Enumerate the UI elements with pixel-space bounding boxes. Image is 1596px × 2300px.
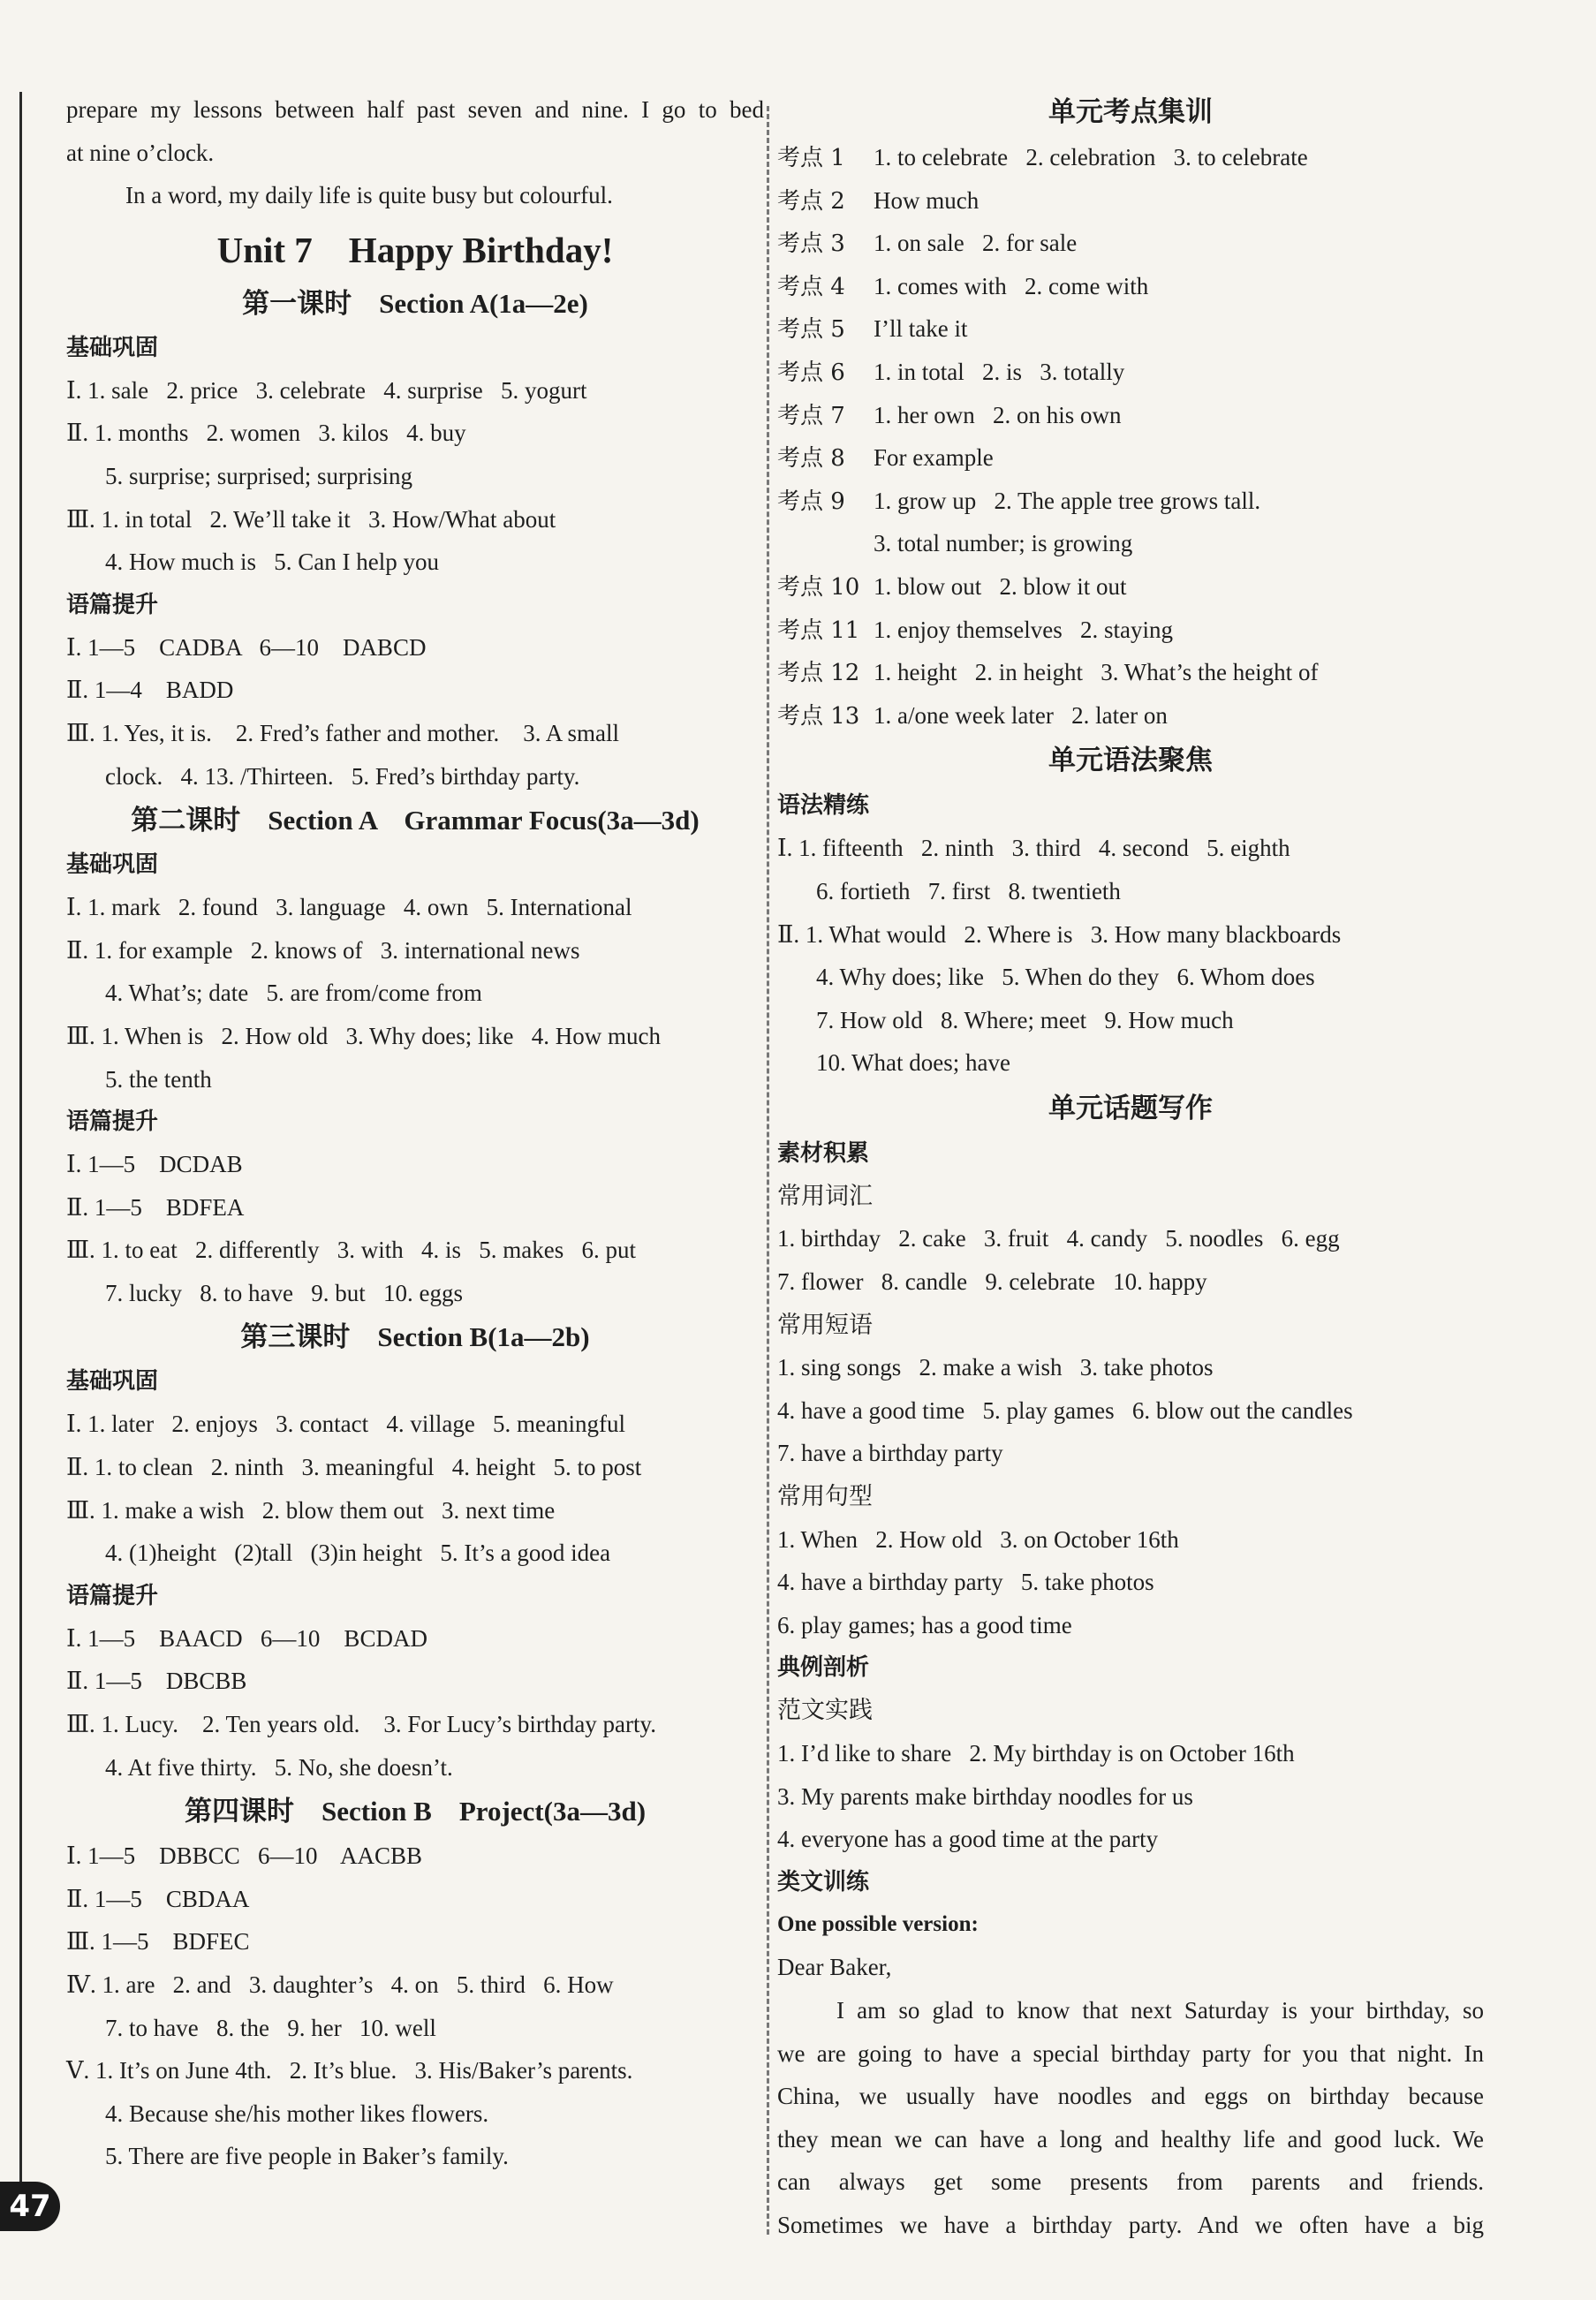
kaodian-label: 考点 3 — [777, 231, 845, 258]
possible-version: One possible version: — [777, 1911, 979, 1936]
label-phrases: 常用短语 — [777, 1311, 873, 1338]
kaodian-text: 1. a/one week later 2. later on — [874, 701, 1168, 729]
sentence-line: 6. play games; has a good time — [777, 1611, 1072, 1638]
subhead-jichu: 基础巩固 — [66, 334, 159, 361]
grammar-line: 10. What does; have — [816, 1049, 1010, 1077]
lesson-title: 第四课时 Section B Project(3a—3d) — [184, 1796, 647, 1827]
kaodian-text: 1. in total 2. is 3. totally — [874, 358, 1125, 385]
kaodian-text: For example — [874, 444, 994, 472]
answer-line: 5. surprise; surprised; surprising — [105, 462, 412, 489]
left-margin-rule — [19, 92, 22, 2212]
kaodian-row — [777, 394, 1484, 437]
kaodian-row — [777, 351, 1484, 394]
section-title-grammar: 单元语法聚焦 — [1048, 745, 1213, 777]
subhead-yupian: 语篇提升 — [66, 1108, 159, 1136]
page-number: 47 — [0, 2182, 60, 2231]
kaodian-label: 考点 7 — [777, 402, 845, 429]
intro-line: prepare my lessons between half past seven and nine. I go to bed — [66, 96, 764, 123]
answer-line: Ⅱ. 1. for example 2. knows of 3. international news — [66, 936, 580, 964]
right-column — [777, 88, 1484, 2247]
label-vocab: 常用词汇 — [777, 1182, 873, 1209]
kaodian-row — [777, 436, 1484, 480]
grammar-line: 4. Why does; like 5. When do they 6. Whom does — [816, 964, 1315, 991]
subhead-grammar: 语法精练 — [777, 792, 870, 820]
answer-line: Ⅱ. 1. to clean 2. ninth 3. meaningful 4. height 5. to post — [66, 1454, 642, 1481]
kaodian-text: 1. enjoy themselves 2. staying — [874, 616, 1173, 643]
answer-line: Ⅲ. 1. in total 2. We’ll take it 3. How/What about — [66, 505, 556, 533]
answer-line: 4. At five thirty. 5. No, she doesn’t. — [105, 1753, 453, 1781]
answer-line: Ⅱ. 1—5 BDFEA — [66, 1193, 245, 1221]
answer-line: Ⅲ. 1—5 BDFEC — [66, 1928, 250, 1956]
answer-line: Ⅴ. 1. It’s on June 4th. 2. It’s blue. 3. His/Baker’s parents. — [66, 2057, 633, 2084]
kaodian-label: 考点 10 — [777, 573, 860, 601]
column-divider — [767, 106, 769, 2235]
kaodian-text: 1. her own 2. on his own — [874, 401, 1122, 428]
kaodian-label: 考点 4 — [777, 273, 845, 300]
answer-line: 7. to have 8. the 9. her 10. well — [105, 2014, 436, 2041]
answer-line: Ⅲ. 1. Lucy. 2. Ten years old. 3. For Lucy’s birthday party. — [66, 1711, 657, 1738]
subhead-yupian: 语篇提升 — [66, 591, 159, 618]
kaodian-text: 1. blow out 2. blow it out — [874, 572, 1127, 600]
kaodian-row — [777, 179, 1484, 223]
answer-line: 7. lucky 8. to have 9. but 10. eggs — [105, 1279, 463, 1306]
sentence-line: 1. When 2. How old 3. on October 16th — [777, 1525, 1179, 1553]
subhead-jichu: 基础巩固 — [66, 1368, 159, 1396]
unit-title: Unit 7 Happy Birthday! — [216, 229, 614, 270]
fanwen-line: 1. I’d like to share 2. My birthday is on October 16th — [777, 1740, 1295, 1767]
answer-line: Ⅰ. 1—5 DCDAB — [66, 1151, 243, 1178]
answer-line: Ⅰ. 1. sale 2. price 3. celebrate 4. surprise 5. yogurt — [66, 376, 587, 404]
kaodian-label: 考点 11 — [777, 617, 860, 644]
kaodian-row — [777, 694, 1484, 738]
letter-line: I am so glad to know that next Saturday is your birthday, so — [836, 1996, 1484, 2024]
answer-line: Ⅱ. 1—5 CBDAA — [66, 1885, 250, 1912]
answer-line: Ⅱ. 1. months 2. women 3. kilos 4. buy — [66, 420, 466, 447]
kaodian-label: 考点 13 — [777, 702, 860, 730]
grammar-line: Ⅰ. 1. fifteenth 2. ninth 3. third 4. second 5. eighth — [777, 835, 1290, 862]
phrase-line: 4. have a good time 5. play games 6. blow out the candles — [777, 1396, 1353, 1424]
vocab-line: 7. flower 8. candle 9. celebrate 10. happy — [777, 1268, 1207, 1296]
kaodian-text: 3. total number; is growing — [874, 530, 1133, 557]
letter-line: can always get some presents from parents and friends. — [777, 2168, 1484, 2196]
intro-line: at nine o’clock. — [66, 139, 215, 166]
answer-line: Ⅲ. 1. When is 2. How old 3. Why does; like 4. How much — [66, 1022, 661, 1049]
answer-line: 4. How much is 5. Can I help you — [105, 549, 439, 576]
kaodian-text: 1. to celebrate 2. celebration 3. to celebrate — [874, 144, 1308, 170]
kaodian-row — [777, 307, 1484, 351]
kaodian-row — [777, 651, 1484, 694]
label-sentences: 常用句型 — [777, 1483, 873, 1510]
kaodian-text: 1. comes with 2. come with — [874, 272, 1149, 299]
kaodian-row — [777, 565, 1484, 609]
answer-line: Ⅰ. 1. later 2. enjoys 3. contact 4. village 5. meaningful — [66, 1411, 626, 1438]
answer-line: Ⅰ. 1. mark 2. found 3. language 4. own 5. International — [66, 894, 632, 921]
section-title-writing: 单元话题写作 — [1048, 1092, 1213, 1124]
kaodian-row — [777, 609, 1484, 652]
answer-line: 5. There are five people in Baker’s family. — [105, 2143, 509, 2170]
kaodian-row — [777, 265, 1484, 308]
answer-line: 4. Because she/his mother likes flowers. — [105, 2100, 489, 2127]
lesson-title: 第二课时 Section A Grammar Focus(3a—3d) — [131, 805, 700, 836]
kaodian-row — [777, 480, 1484, 523]
answer-line: Ⅰ. 1—5 DBBCC 6—10 AACBB — [66, 1842, 422, 1870]
lesson-title: 第三课时 Section B(1a—2b) — [240, 1321, 590, 1353]
answer-line: Ⅳ. 1. are 2. and 3. daughter’s 4. on 5. third 6. How — [66, 1971, 614, 1998]
kaodian-label: 考点 2 — [777, 187, 845, 215]
subhead-yupian: 语篇提升 — [66, 1582, 159, 1609]
kaodian-text: 1. height 2. in height 3. What’s the height of — [874, 659, 1319, 686]
grammar-line: 6. fortieth 7. first 8. twentieth — [816, 877, 1121, 904]
letter-line: China, we usually have noodles and eggs on birthday because — [777, 2083, 1484, 2110]
answer-line: Ⅲ. 1. to eat 2. differently 3. with 4. is 5. makes 6. put — [66, 1237, 636, 1264]
kaodian-text: 1. on sale 2. for sale — [874, 230, 1078, 257]
label-fanwen: 范文实践 — [777, 1697, 873, 1724]
fanwen-line: 4. everyone has a good time at the party — [777, 1826, 1159, 1853]
letter-line: they mean we can have a long and healthy life and good luck. We — [777, 2125, 1484, 2152]
kaodian-label: 考点 5 — [777, 316, 845, 344]
kaodian-list — [777, 136, 1484, 737]
kaodian-text: How much — [874, 186, 980, 214]
letter-greeting: Dear Baker, — [777, 1954, 892, 1981]
section-title-kaodian: 单元考点集训 — [1048, 96, 1213, 128]
grammar-line: Ⅱ. 1. What would 2. Where is 3. How many blackboards — [777, 920, 1342, 948]
subhead-leiwen: 类文训练 — [777, 1868, 870, 1895]
kaodian-row — [777, 522, 1484, 565]
answer-line: Ⅰ. 1—5 BAACD 6—10 BCDAD — [66, 1624, 427, 1652]
sentence-line: 4. have a birthday party 5. take photos — [777, 1569, 1154, 1596]
vocab-line: 1. birthday 2. cake 3. fruit 4. candy 5. noodles 6. egg — [777, 1225, 1340, 1252]
kaodian-text: I’ll take it — [874, 315, 968, 343]
answer-line: Ⅱ. 1—4 BADD — [66, 677, 234, 704]
answer-line: 4. What’s; date 5. are from/come from — [105, 980, 482, 1007]
kaodian-label: 考点 9 — [777, 488, 845, 515]
phrase-line: 1. sing songs 2. make a wish 3. take photos — [777, 1354, 1214, 1381]
kaodian-label: 考点 12 — [777, 660, 860, 687]
answer-line: Ⅲ. 1. make a wish 2. blow them out 3. next time — [66, 1496, 556, 1524]
kaodian-row — [777, 136, 1484, 179]
kaodian-label: 考点 1 — [777, 145, 845, 171]
kaodian-label: 考点 6 — [777, 359, 845, 386]
subhead-sucai: 素材积累 — [777, 1139, 870, 1167]
answer-line: 4. (1)height (2)tall (3)in height 5. It’s a good idea — [105, 1540, 611, 1567]
letter-line: we are going to have a special birthday party for you that night. In — [777, 2039, 1484, 2067]
lesson-title: 第一课时 Section A(1a—2e) — [242, 287, 588, 319]
letter-line: Sometimes we have a birthday party. And we often have a big — [777, 2211, 1484, 2238]
answer-line: 5. the tenth — [105, 1065, 212, 1093]
answer-line: Ⅰ. 1—5 CADBA 6—10 DABCD — [66, 633, 427, 661]
fanwen-line: 3. My parents make birthday noodles for us — [777, 1782, 1193, 1810]
kaodian-label: 考点 8 — [777, 445, 845, 473]
intro-line: In a word, my daily life is quite busy but colourful. — [125, 182, 613, 209]
left-column — [66, 88, 764, 2178]
phrase-line: 7. have a birthday party — [777, 1440, 1003, 1467]
answer-line: Ⅱ. 1—5 DBCBB — [66, 1668, 247, 1695]
answer-line: Ⅲ. 1. Yes, it is. 2. Fred’s father and mother. 3. A small — [66, 719, 620, 746]
answer-line: clock. 4. 13. /Thirteen. 5. Fred’s birthday party. — [105, 762, 580, 790]
kaodian-row — [777, 222, 1484, 265]
kaodian-text: 1. grow up 2. The apple tree grows tall. — [874, 487, 1261, 514]
subhead-dianli: 典例剖析 — [777, 1654, 870, 1682]
grammar-line: 7. How old 8. Where; meet 9. How much — [816, 1006, 1234, 1033]
subhead-jichu: 基础巩固 — [66, 851, 159, 879]
